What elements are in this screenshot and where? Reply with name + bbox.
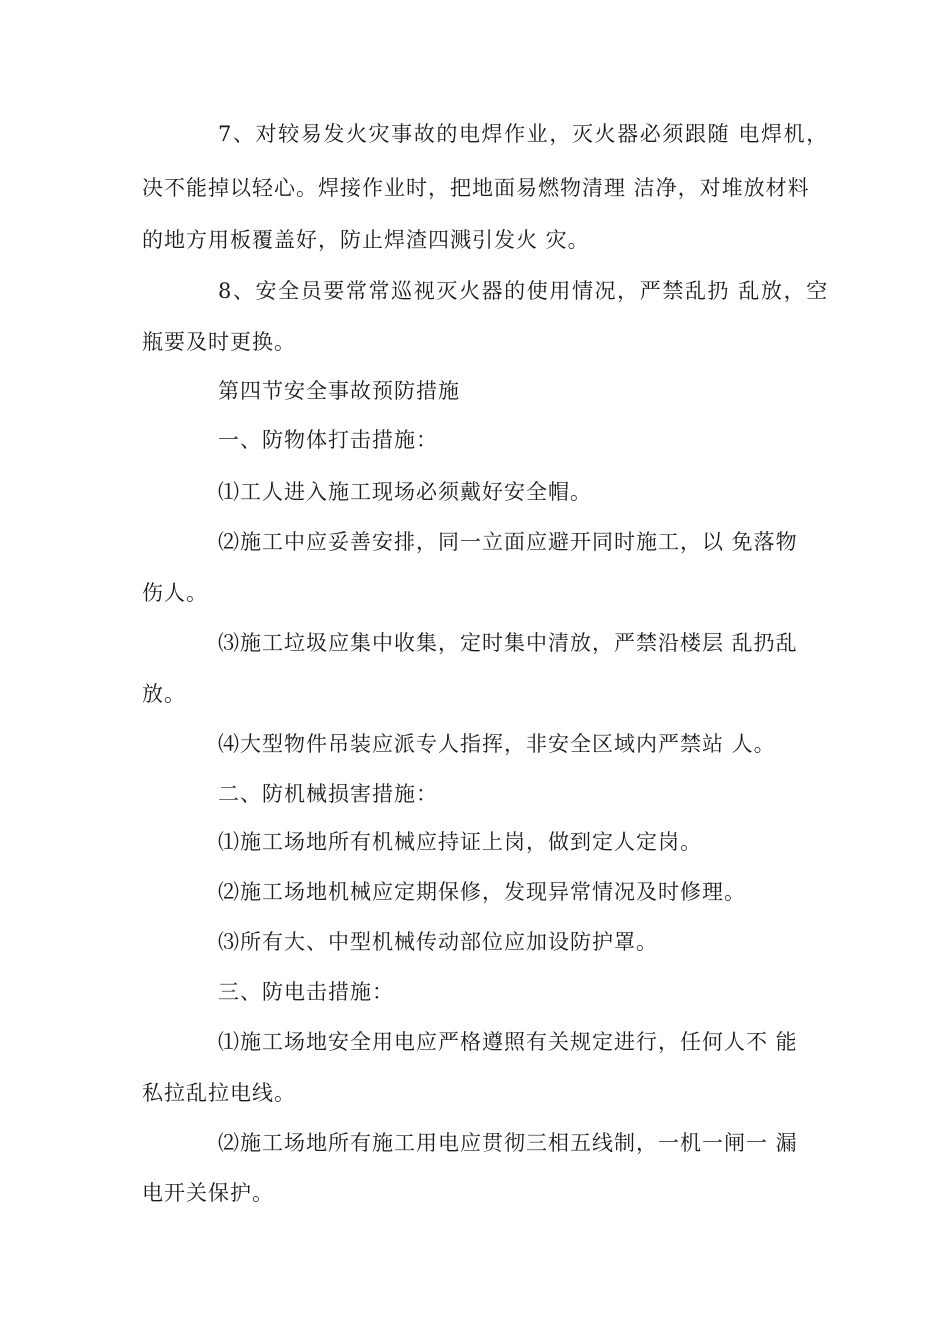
- impact-item-4: ⑷大型物件吊装应派专人指挥，非安全区域内严禁站 人。: [218, 732, 776, 756]
- machinery-item-1: ⑴施工场地所有机械应持证上岗，做到定人定岗。: [218, 830, 702, 854]
- impact-item-3-line-2: 放。: [142, 682, 186, 706]
- section-heading: 第四节安全事故预防措施: [218, 379, 460, 403]
- paragraph-7-line-3: 的地方用板覆盖好，防止焊渣四溅引发火 灾。: [142, 228, 590, 252]
- impact-item-3-line-1: ⑶施工垃圾应集中收集，定时集中清放，严禁沿楼层 乱扔乱: [218, 631, 798, 655]
- machinery-item-3: ⑶所有大、中型机械传动部位应加设防护罩。: [218, 930, 658, 954]
- machinery-item-2: ⑵施工场地机械应定期保修，发现异常情况及时修理。: [218, 880, 746, 904]
- electric-item-1-line-2: 私拉乱拉电线。: [142, 1081, 296, 1105]
- impact-item-2-line-2: 伤人。: [142, 581, 208, 605]
- electric-item-2-line-1: ⑵施工场地所有施工用电应贯彻三相五线制，一机一闸一 漏: [218, 1131, 798, 1155]
- subheading-machinery: 二、防机械损害措施：: [218, 782, 438, 806]
- paragraph-8-line-1: 8、安全员要常常巡视灭火器的使用情况，严禁乱扔 乱放，空: [218, 279, 829, 303]
- impact-item-1: ⑴工人进入施工现场必须戴好安全帽。: [218, 480, 592, 504]
- subheading-impact: 一、防物体打击措施：: [218, 428, 438, 452]
- paragraph-7-line-1: 7、对较易发火灾事故的电焊作业，灭火器必须跟随 电焊机，: [218, 122, 829, 146]
- paragraph-7-line-2: 决不能掉以轻心。焊接作业时，把地面易燃物清理 洁净，对堆放材料: [142, 176, 810, 200]
- subheading-electric: 三、防电击措施：: [218, 980, 394, 1004]
- impact-item-2-line-1: ⑵施工中应妥善安排，同一立面应避开同时施工，以 免落物: [218, 530, 798, 554]
- paragraph-8-line-2: 瓶要及时更换。: [142, 330, 296, 354]
- electric-item-2-line-2: 电开关保护。: [142, 1181, 274, 1205]
- electric-item-1-line-1: ⑴施工场地安全用电应严格遵照有关规定进行，任何人不 能: [218, 1030, 798, 1054]
